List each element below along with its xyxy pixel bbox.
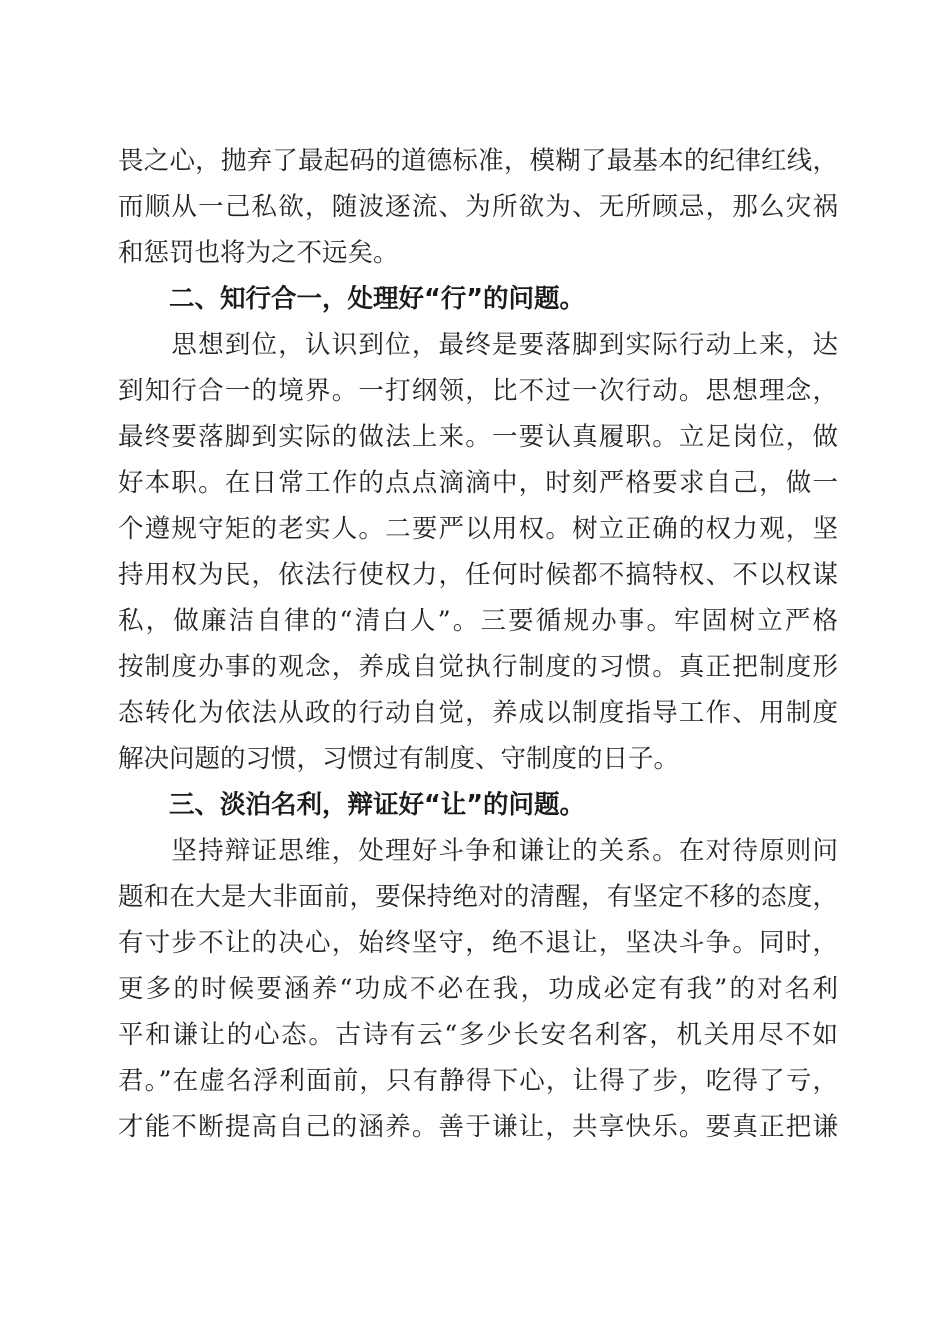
section-heading-2: 二、知行合一，处理好“行”的问题。	[118, 284, 586, 314]
body-line: 私，做廉洁自律的“清白人”。三要循规办事。牢固树立严格	[118, 606, 838, 636]
body-line: 题和在大是大非面前，要保持绝对的清醒，有坚定不移的态度，	[118, 882, 838, 912]
body-line: 更多的时候要涵养“功成不必在我，功成必定有我”的对名利	[118, 974, 838, 1004]
body-line: 持用权为民，依法行使权力，任何时候都不搞特权、不以权谋	[118, 560, 838, 590]
body-line: 有寸步不让的决心，始终坚守，绝不退让，坚决斗争。同时，	[118, 928, 838, 958]
body-line: 思想到位，认识到位，最终是要落脚到实际行动上来，达	[118, 330, 838, 360]
body-line: 解决问题的习惯，习惯过有制度、守制度的日子。	[118, 744, 680, 774]
body-line: 坚持辩证思维，处理好斗争和谦让的关系。在对待原则问	[118, 836, 838, 866]
body-line: 好本职。在日常工作的点点滴滴中，时刻严格要求自己，做一	[118, 468, 838, 498]
body-line: 君。”在虚名浮利面前，只有静得下心，让得了步，吃得了亏，	[118, 1066, 838, 1096]
body-line: 态转化为依法从政的行动自觉，养成以制度指导工作、用制度	[118, 698, 838, 728]
body-line: 而顺从一己私欲，随波逐流、为所欲为、无所顾忌，那么灾祸	[118, 192, 838, 222]
body-line: 到知行合一的境界。一打纲领，比不过一次行动。思想理念，	[118, 376, 838, 406]
section-heading-3: 三、淡泊名利，辩证好“让”的问题。	[118, 790, 586, 820]
body-line: 平和谦让的心态。古诗有云“多少长安名利客，机关用尽不如	[118, 1020, 838, 1050]
body-line: 畏之心，抛弃了最起码的道德标准，模糊了最基本的纪律红线，	[118, 146, 838, 176]
body-line: 个遵规守矩的老实人。二要严以用权。树立正确的权力观，坚	[118, 514, 838, 544]
body-line: 按制度办事的观念，养成自觉执行制度的习惯。真正把制度形	[118, 652, 838, 682]
body-line: 才能不断提高自己的涵养。善于谦让，共享快乐。要真正把谦	[118, 1112, 838, 1142]
body-line: 最终要落脚到实际的做法上来。一要认真履职。立足岗位，做	[118, 422, 838, 452]
document-body	[118, 138, 838, 1150]
body-line: 和惩罚也将为之不远矣。	[118, 238, 399, 268]
